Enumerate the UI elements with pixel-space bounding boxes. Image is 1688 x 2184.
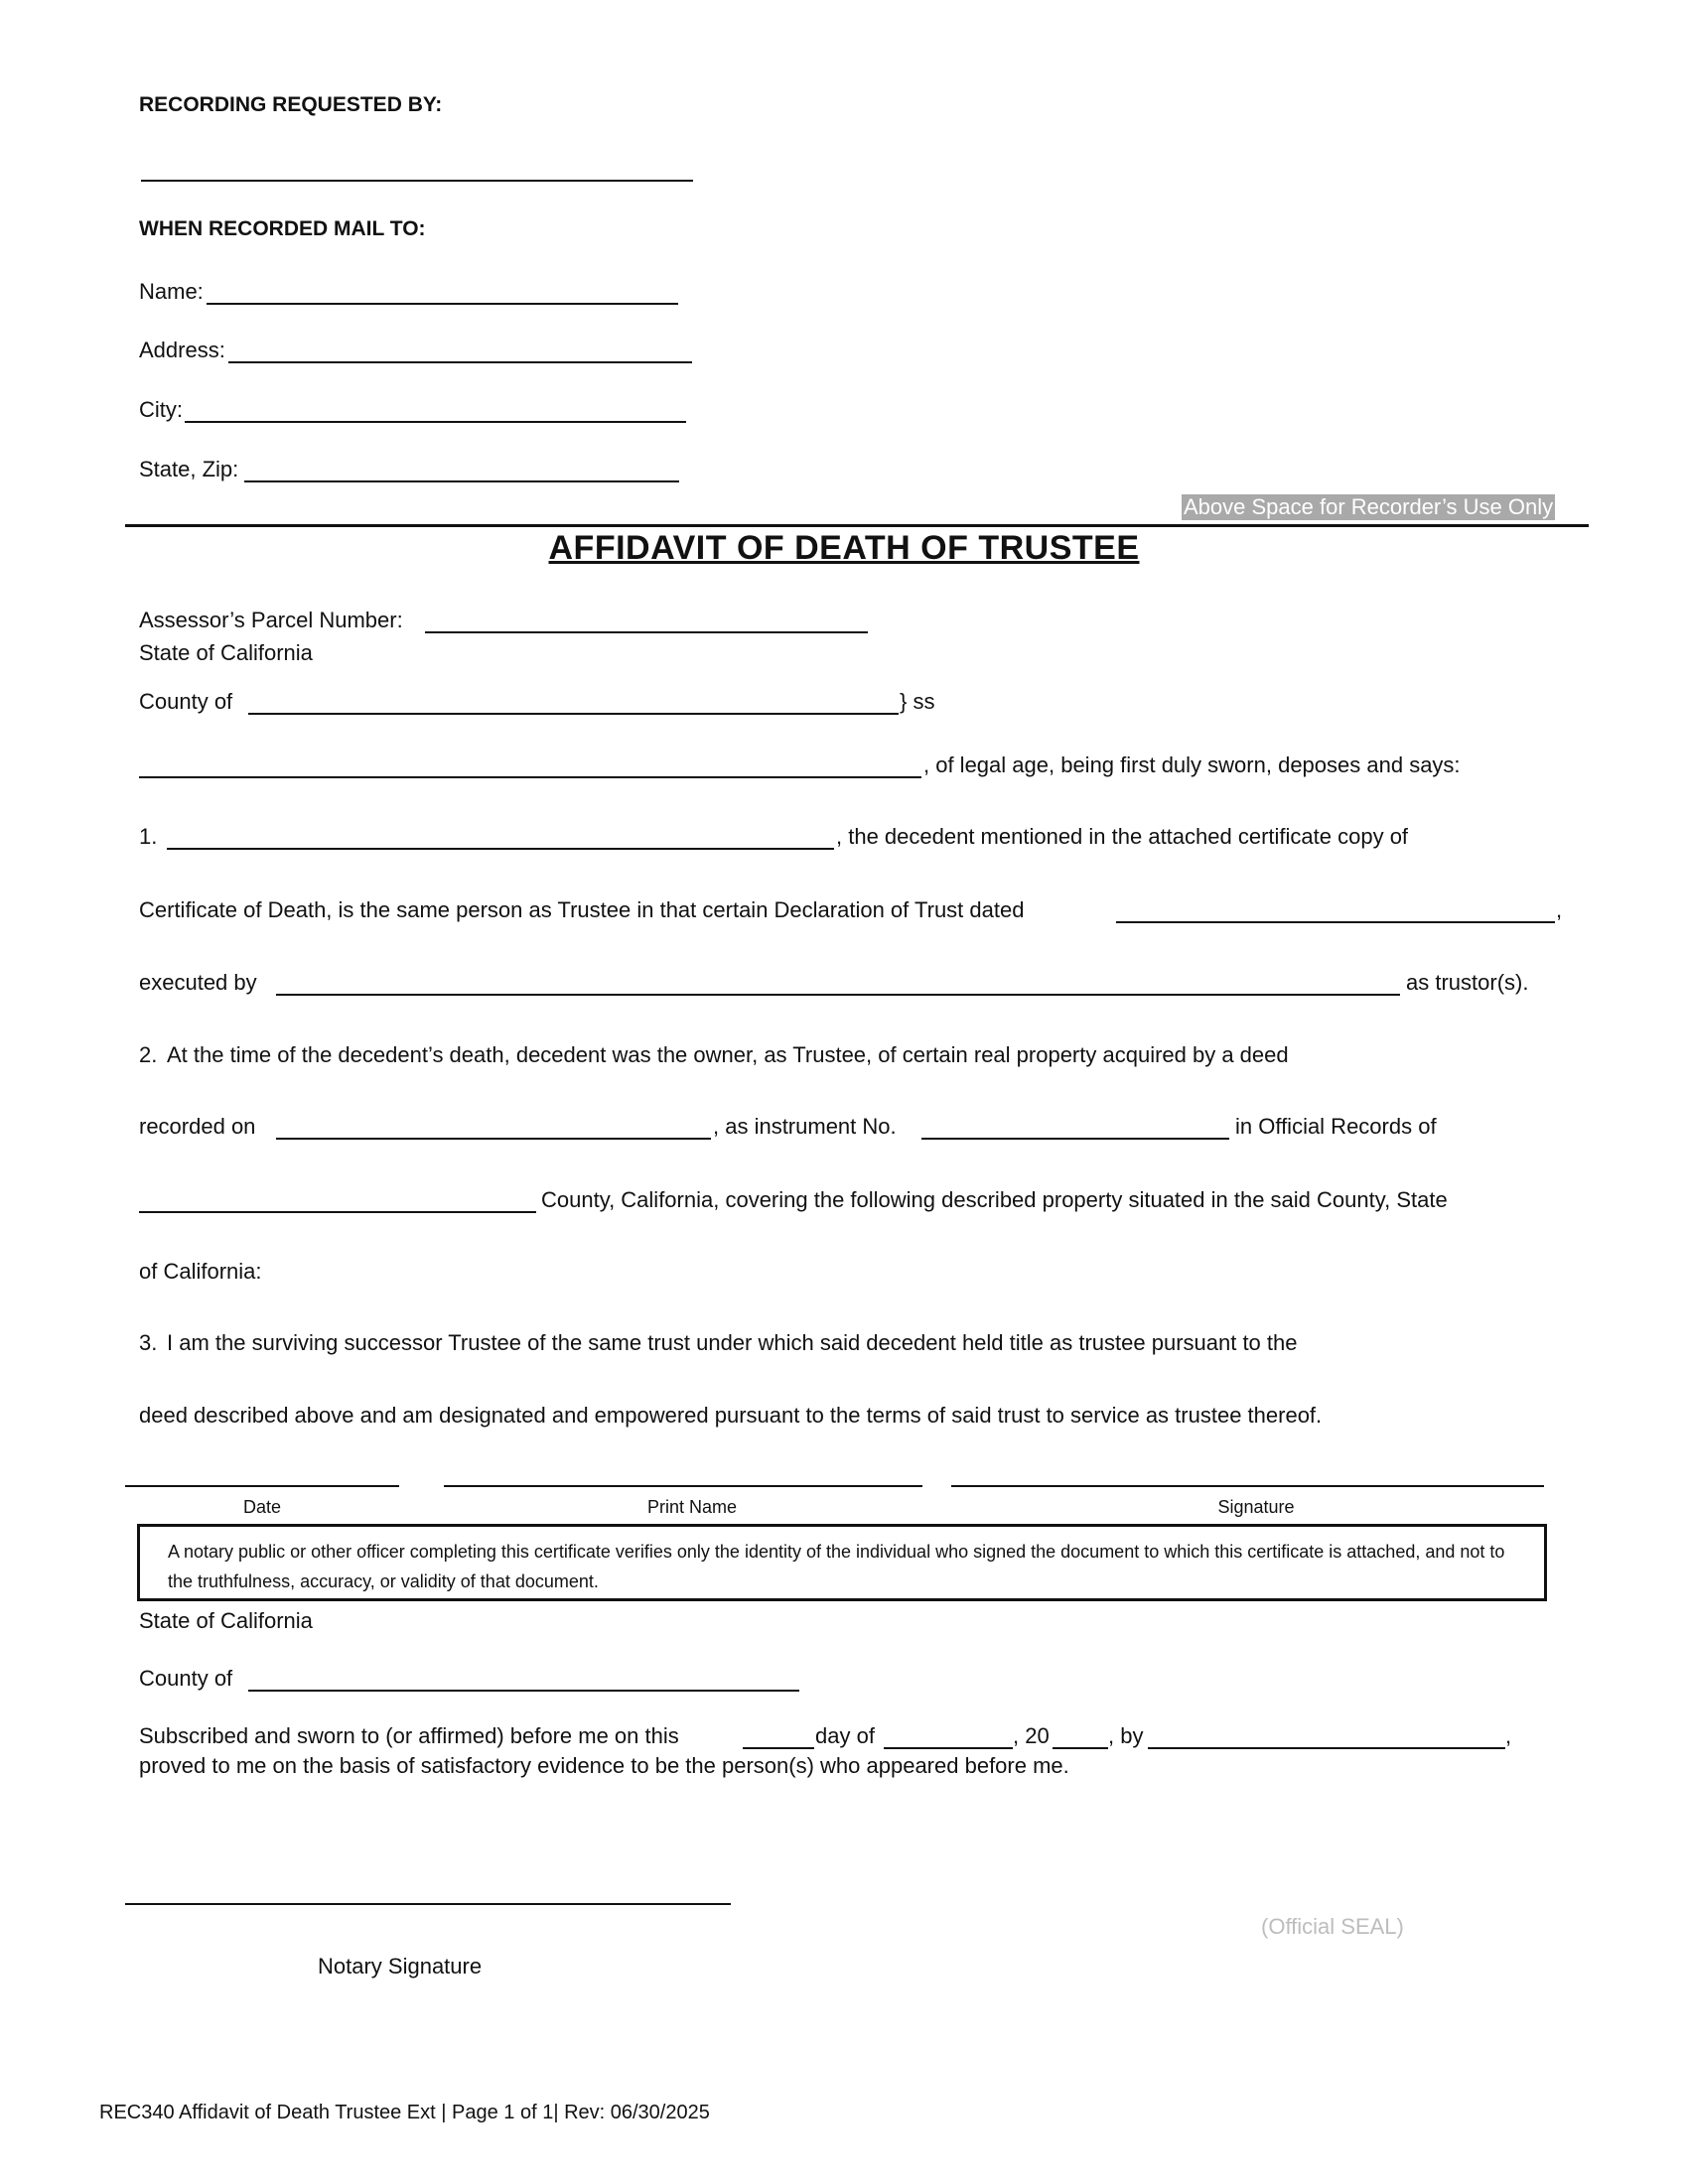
notary-notice-box (137, 1524, 1547, 1601)
recorded-on-field[interactable] (276, 1138, 711, 1140)
instrument-no-field[interactable] (921, 1138, 1229, 1140)
by-label: , by (1108, 1723, 1144, 1748)
by-comma: , (1505, 1723, 1512, 1748)
official-seal-label: (Official SEAL) (1261, 1914, 1404, 1939)
paragraph-2-text-a: At the time of the decedent’s death, decedent was the owner, as Trustee, of certain real property acquired by a deed (167, 1042, 1289, 1067)
day-field[interactable] (743, 1747, 814, 1749)
city-field[interactable] (185, 421, 686, 423)
sworn-text: , of legal age, being first duly sworn, deposes and says: (923, 752, 1461, 777)
notary-state-label: State of California (139, 1608, 313, 1633)
recorder-divider (125, 524, 1589, 527)
notary-county-label: County of (139, 1666, 233, 1691)
paragraph-3-number: 3. (139, 1330, 158, 1355)
date-line[interactable] (125, 1485, 399, 1487)
trust-date-comma: , (1556, 897, 1563, 922)
trustor-field[interactable] (276, 994, 1400, 996)
signature-line[interactable] (951, 1485, 1544, 1487)
month-field[interactable] (884, 1747, 1013, 1749)
year-prefix-label: , 20 (1013, 1723, 1050, 1748)
city-label: City: (139, 397, 183, 422)
date-label: Date (242, 1497, 282, 1517)
recording-requested-by-label: RECORDING REQUESTED BY: (139, 93, 443, 116)
paragraph-1-text-b: Certificate of Death, is the same person as Trustee in that certain Declaration of Trust dated (139, 897, 1025, 922)
decedent-name-field[interactable] (167, 848, 834, 850)
year-field[interactable] (1053, 1747, 1108, 1749)
county-field[interactable] (248, 713, 899, 715)
paragraph-3-text-a: I am the surviving successor Trustee of the same trust under which said decedent held title as trustee pursuant to the (167, 1330, 1298, 1355)
proved-text: proved to me on the basis of satisfactory evidence to be the person(s) who appeared before me. (139, 1753, 1069, 1778)
trust-date-field[interactable] (1116, 921, 1555, 923)
executed-by-label: executed by (139, 970, 257, 995)
print-name-label: Print Name (646, 1497, 738, 1517)
recorded-on-label: recorded on (139, 1114, 256, 1139)
affiant-name-field[interactable] (139, 776, 921, 778)
recording-requested-by-line[interactable] (141, 180, 693, 182)
recorder-use-note: Above Space for Recorder’s Use Only (1184, 494, 1554, 519)
paragraph-1-number: 1. (139, 824, 158, 849)
when-recorded-mail-to-label: WHEN RECORDED MAIL TO: (139, 217, 426, 240)
notary-signature-label: Notary Signature (318, 1954, 483, 1979)
signer-name-field[interactable] (1148, 1747, 1505, 1749)
notary-signature-line[interactable] (125, 1903, 731, 1905)
instrument-no-label: , as instrument No. (713, 1114, 897, 1139)
state-zip-field[interactable] (244, 480, 679, 482)
print-name-line[interactable] (444, 1485, 922, 1487)
notary-county-field[interactable] (248, 1690, 799, 1692)
address-label: Address: (139, 338, 225, 362)
county-label: County of (139, 689, 233, 714)
state-zip-label: State, Zip: (139, 457, 239, 481)
apn-label: Assessor’s Parcel Number: (139, 608, 403, 632)
paragraph-3-text-b: deed described above and am designated and empowered pursuant to the terms of said trust to service as trustee thereof. (139, 1403, 1323, 1428)
paragraph-2-number: 2. (139, 1042, 158, 1067)
paragraph-2-text-d: of California: (139, 1259, 262, 1284)
as-trustors-label: as trustor(s). (1406, 970, 1529, 995)
address-field[interactable] (228, 361, 692, 363)
page-footer: REC340 Affidavit of Death Trustee Ext | Page 1 of 1| Rev: 06/30/2025 (99, 2102, 710, 2123)
apn-field[interactable] (425, 631, 868, 633)
page-title: AFFIDAVIT OF DEATH OF TRUSTEE (548, 529, 1140, 567)
paragraph-1-text-a: , the decedent mentioned in the attached certificate copy of (836, 824, 1409, 849)
name-label: Name: (139, 279, 204, 304)
ss-label: } ss (900, 689, 935, 714)
property-county-field[interactable] (139, 1211, 536, 1213)
day-of-label: day of (815, 1723, 875, 1748)
official-records-label: in Official Records of (1235, 1114, 1437, 1139)
paragraph-2-text-c: County, California, covering the following described property situated in the said County, State (541, 1187, 1448, 1212)
subscribed-text: Subscribed and sworn to (or affirmed) before me on this (139, 1723, 679, 1748)
name-field[interactable] (207, 303, 678, 305)
signature-label: Signature (1217, 1497, 1295, 1517)
state-of-california: State of California (139, 640, 313, 665)
notary-notice-text: A notary public or other officer completing this certificate verifies only the identity of the individual who signed the document to which this certificate is attached, and not to the truthfulness, accuracy, or validity of that document. (168, 1542, 1505, 1591)
